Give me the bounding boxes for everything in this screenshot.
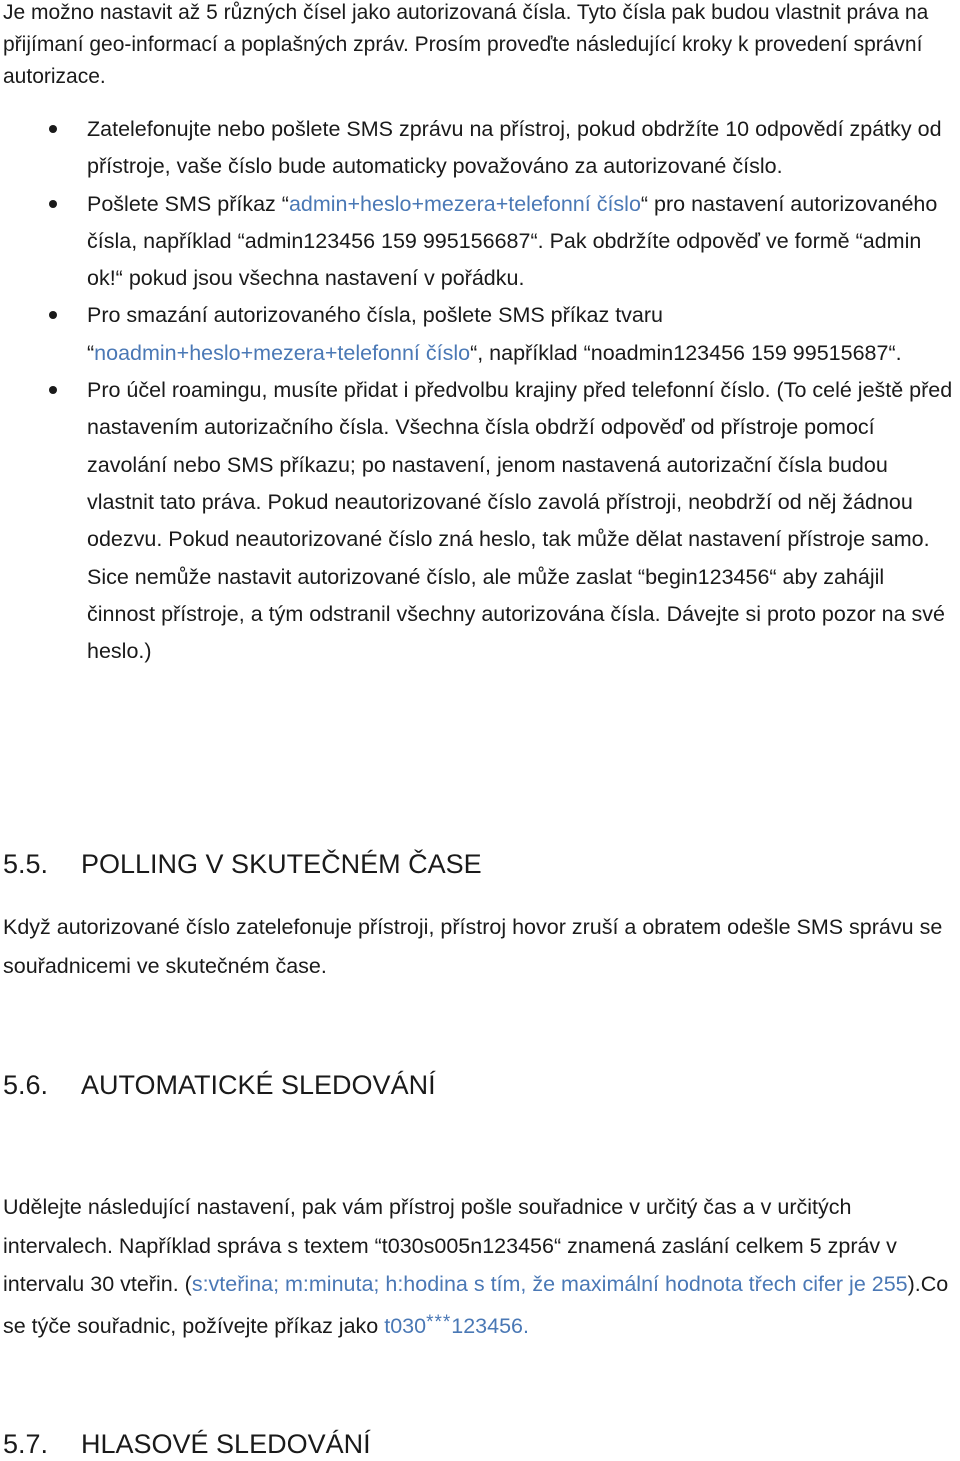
section-heading-5-5 bbox=[3, 847, 482, 881]
section-number: 5.6. bbox=[3, 1070, 49, 1100]
list-item-text: Pro smazání autorizovaného čísla, pošlete SMS příkaz tvaru “ bbox=[87, 303, 663, 365]
section-5-6-body bbox=[3, 1188, 958, 1345]
list-item-text: “, například “noadmin123456 159 99515687“. bbox=[470, 340, 902, 365]
section-title: AUTOMATICKÉ SLEDOVÁNÍ bbox=[81, 1070, 436, 1100]
bullet-icon bbox=[49, 200, 57, 208]
units-note: s:vteřina; m:minuta; h:hodina s tím, že maximální hodnota třech cifer je 255 bbox=[191, 1272, 908, 1296]
bullet-icon bbox=[49, 311, 57, 319]
section-5-5-body: Když autorizované číslo zatelefonuje přístroji, přístroj hovor zruší a obratem odešle SMS správu se souřadnicemi ve skutečném čase. bbox=[3, 915, 943, 978]
document-page bbox=[3, 0, 958, 1459]
list-item bbox=[3, 297, 958, 372]
stars-placeholder: *** bbox=[426, 1311, 452, 1333]
list-item-text: Pro účel roamingu, musíte přidat i předvolbu krajiny před telefonní číslo. (To celé ještě před nastavením autorizačního čísla. Všechna čísla obdrží odpověď od přístroje pomocí zavolání nebo SMS příkazu; po nastavení, jenom nastavená autorizační čísla budou vlastnit tato práva. Pokud neautorizované číslo zavolá přístroji, neobdrží od něj žádnou odezvu. Pokud neautorizované číslo zná heslo, tak může dělat nastavení přístroje samo. Sice nemůže nastavit autorizované číslo, ale může zaslat “begin123456“ aby zahájil činnost přístroje, a tým odstranil všechny autorizována čísla. Dávejte si proto pozor na své heslo.) bbox=[87, 378, 953, 664]
intro-paragraph: Je možno nastavit až 5 různých čísel jako autorizovaná čísla. Tyto čísla pak budou vlastnit práva na přijímaní geo-informací a poplašných zpráv. Prosím proveďte následující kroky k provedení správní autorizace. bbox=[3, 1, 929, 88]
bullet-icon bbox=[49, 125, 57, 133]
section-heading-5-6 bbox=[3, 1068, 436, 1102]
command-highlight: admin+heslo+mezera+telefonní číslo bbox=[288, 191, 641, 216]
list-item-text: Pošlete SMS příkaz “ bbox=[87, 191, 289, 216]
section-title: HLASOVÉ SLEDOVÁNÍ bbox=[81, 1429, 371, 1459]
list-item bbox=[3, 111, 958, 186]
section-title: POLLING V SKUTEČNÉM ČASE bbox=[81, 849, 482, 879]
list-item bbox=[3, 186, 958, 298]
bullet-icon bbox=[49, 386, 57, 394]
section-heading-5-7 bbox=[3, 1427, 371, 1461]
authorization-steps-list bbox=[3, 111, 958, 670]
body-text: ).Co se týče souřadnic, požívejte příkaz jako bbox=[3, 1272, 949, 1338]
list-item-text: Zatelefonujte nebo pošlete SMS zprávu na přístroj, pokud obdržíte 10 odpovědí zpátky od přístroje, vaše číslo bude automaticky považováno za autorizované číslo. bbox=[87, 117, 942, 179]
section-number: 5.5. bbox=[3, 849, 49, 879]
command-highlight: noadmin+heslo+mezera+telefonní číslo bbox=[94, 340, 471, 365]
list-item-text: “ pro nastavení autorizovaného čísla, například “admin123456 159 995156687“. Pak obdržíte odpověď ve formě “admin ok!“ pokud jsou všechna nastavení v pořádku. bbox=[87, 191, 938, 291]
body-text: Udělejte následující nastavení, pak vám přístroj pošle souřadnice v určitý čas a v určitých intervalech. Například správa s textem “t030s005n123456“ znamená zaslání celkem 5 zpráv v intervalu 30 vteřin. ( bbox=[3, 1195, 897, 1296]
section-number: 5.7. bbox=[3, 1429, 49, 1459]
command-example: t030***123456. bbox=[384, 1311, 529, 1338]
list-item bbox=[3, 372, 958, 670]
